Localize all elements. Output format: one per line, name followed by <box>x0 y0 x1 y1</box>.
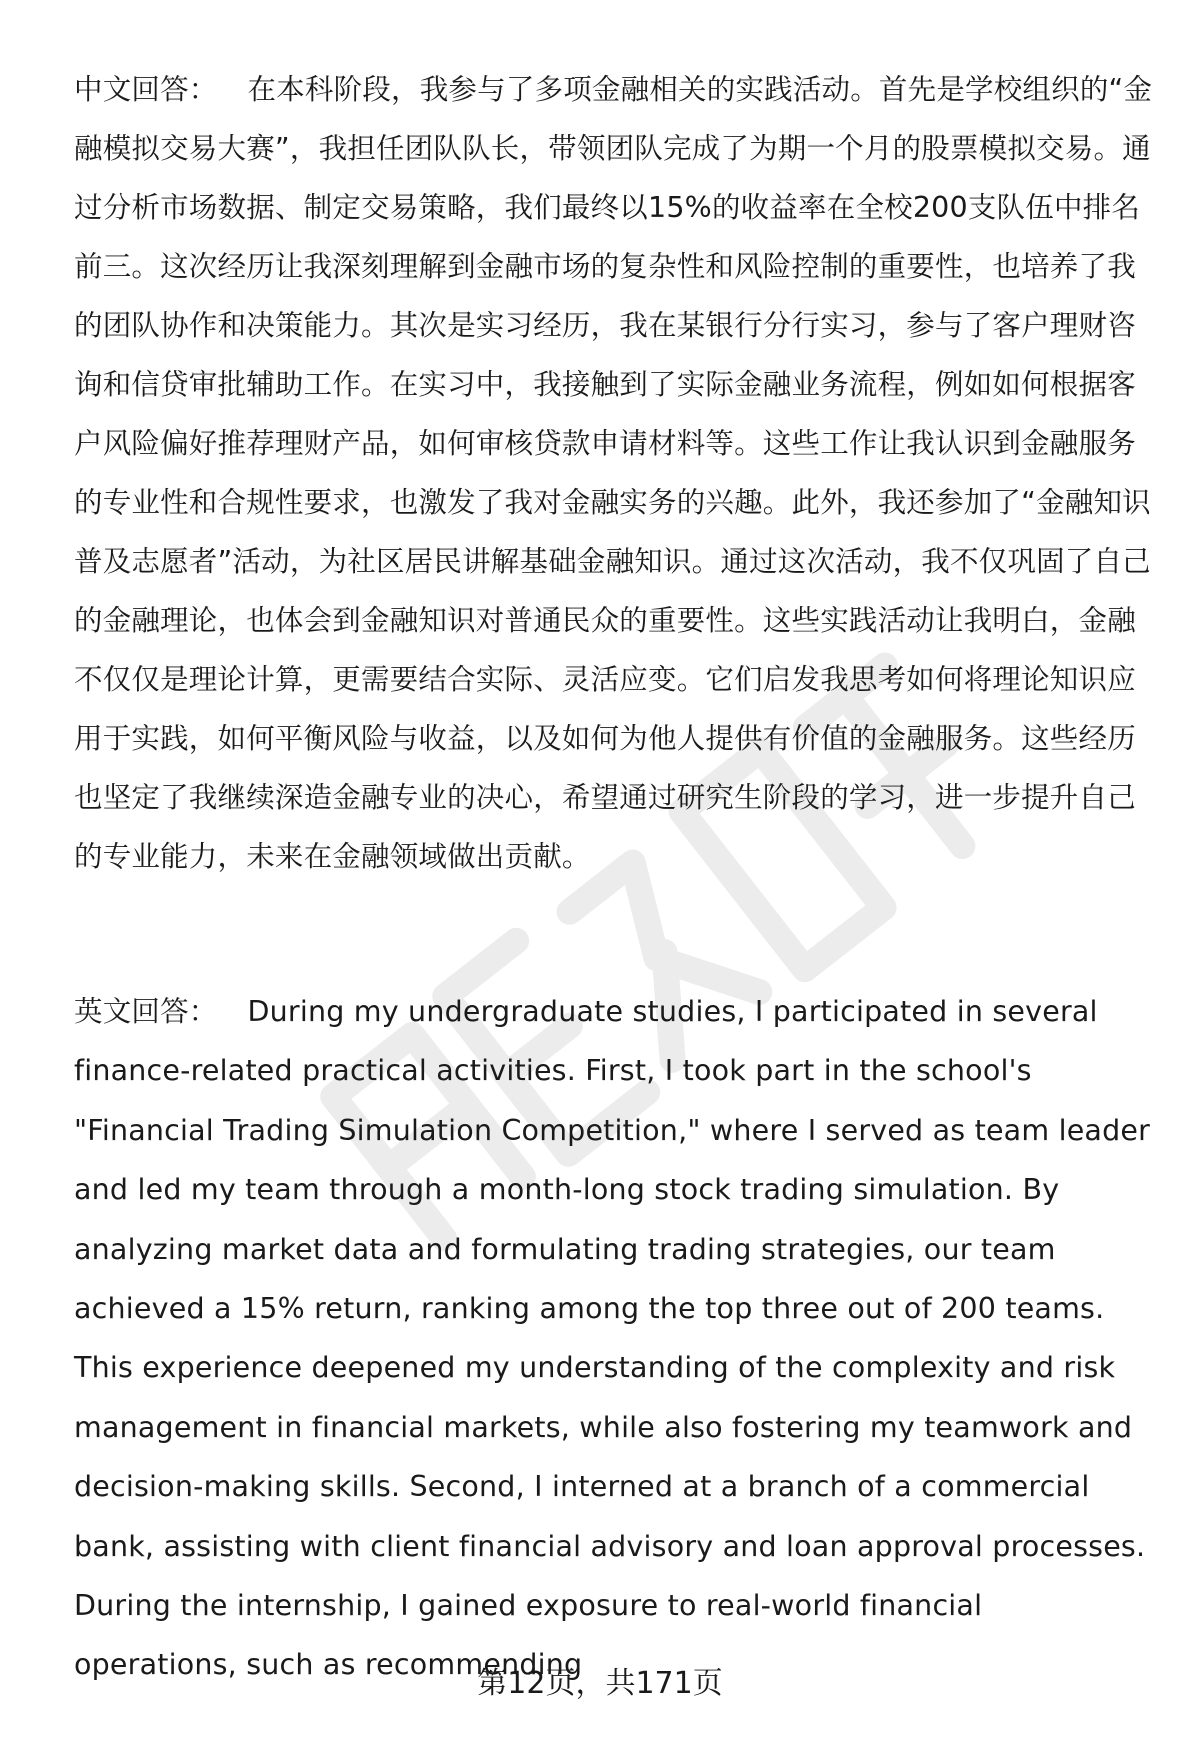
english-answer-label: 英文回答： <box>74 995 218 1028</box>
page-number-footer: 第12页，共171页 <box>477 1666 723 1701</box>
chinese-answer-paragraph <box>74 60 1154 886</box>
chinese-answer-label: 中文回答： <box>74 73 218 106</box>
chinese-answer-text: 在本科阶段，我参与了多项金融相关的实践活动。首先是学校组织的“金融模拟交易大赛”，我担任团队队长，带领团队完成了为期一个月的股票模拟交易。通过分析市场数据、制定交易策略，我们最终以15%的收益率在全校200支队伍中排名前三。这次经历让我深刻理解到金融市场的复杂性和风险控制的重要性，也培养了我的团队协作和决策能力。其次是实习经历，我在某银行分行实习，参与了客户理财咨询和信贷审批辅助工作。在实习中，我接触到了实际金融业务流程，例如如何根据客户风险偏好推荐理财产品，如何审核贷款申请材料等。这些工作让我认识到金融服务的专业性和合规性要求，也激发了我对金融实务的兴趣。此外，我还参加了“金融知识普及志愿者”活动，为社区居民讲解基础金融知识。通过这次活动，我不仅巩固了自己的金融理论，也体会到金融知识对普通民众的重要性。这些实践活动让我明白，金融不仅仅是理论计算，更需要结合实际、灵活应变。它们启发我思考如何将理论知识应用于实践，如何平衡风险与收益，以及如何为他人提供有价值的金融服务。这些经历也坚定了我继续深造金融专业的决心，希望通过研究生阶段的学习，进一步提升自己的专业能力，未来在金融领域做出贡献。 <box>74 73 1153 873</box>
english-answer-text: During my undergraduate studies, I participated in several finance-related practical activities. First, I took part in the school's "Financial Trading Simulation Competition," where I served as team leader and led my team through a month-long stock trading simulation. By analyzing market data and formulating trading strategies, our team achieved a 15% return, ranking among the top three out of 200 teams. This experience deepened my understanding of the complexity and risk management in financial markets, while also fostering my teamwork and decision-making skills. Second, I interned at a branch of a commercial bank, assisting with client financial advisory and loan approval processes. During the internship, I gained exposure to real-world financial operations, such as recommending <box>74 995 1151 1682</box>
english-answer-paragraph <box>74 982 1154 1695</box>
